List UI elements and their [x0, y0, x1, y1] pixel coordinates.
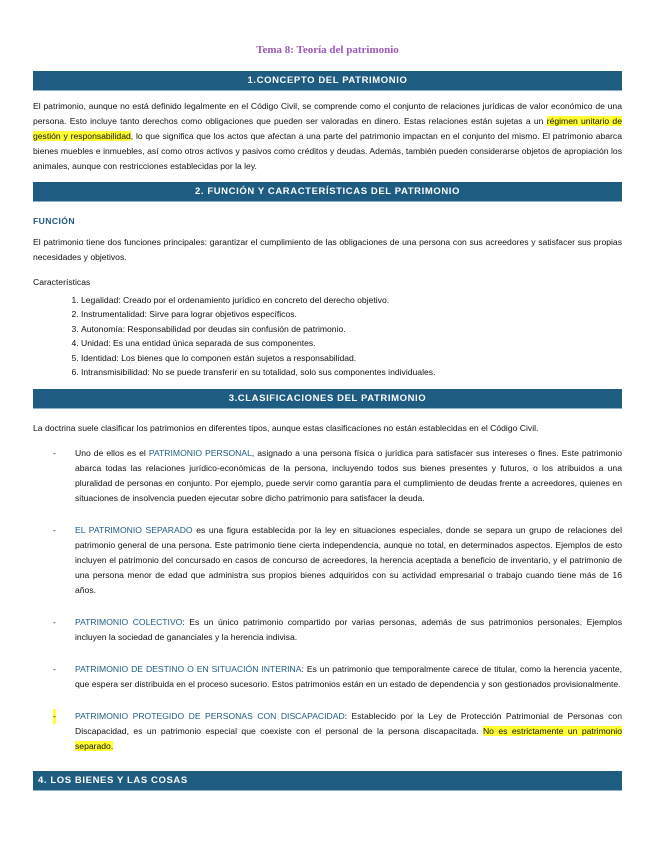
dash-marker: -	[53, 664, 56, 675]
list-item: 3. Autonomía: Responsabilidad por deudas sin confusión de patrimonio.	[81, 322, 622, 336]
clasificaciones-list	[33, 446, 622, 754]
list-item: 5. Identidad: Los bienes que lo componen están sujetos a responsabilidad.	[81, 351, 622, 365]
term-patrimonio-colectivo: PATRIMONIO COLECTIVO	[75, 617, 183, 628]
list-item-patrimonio-destino	[33, 662, 622, 692]
list-item: 4. Unidad: Es una entidad única separada de sus componentes.	[81, 336, 622, 350]
funcion-subheading: FUNCIÓN	[33, 216, 75, 226]
section-heading-funcion: 2. FUNCIÓN Y CARACTERÍSTICAS DEL PATRIMONIO	[33, 182, 622, 202]
section-heading-bienes: 4. LOS BIENES Y LAS COSAS	[33, 771, 622, 791]
b1-text: , asignado a una persona física o jurídica para satisfacer sus intereses o fines. Este patrimonio abarca todas las relaciones jurídico-económicas de la persona, incluyendo todos sus bienes presentes y futuros, o los atribuidos a una pluralidad de personas en conjunto. Por ejemplo, puede servir como garantía para el cumplimiento de deudas frente a acreedores, quienes en situaciones de insolvencia pueden ejecutar sobre dicho patrimonio para satisfacer la deuda.	[75, 448, 623, 504]
list-item: 6. Intransmisibilidad: No se puede transferir en su totalidad, solo sus componentes individuales.	[81, 365, 622, 379]
list-item-patrimonio-protegido	[33, 709, 622, 754]
highlight-regimen-unitario: régimen unitario de gestión y responsabilidad	[33, 116, 622, 141]
caracteristicas-list	[33, 293, 622, 379]
dash-marker: -	[53, 525, 56, 536]
dash-marker: -	[53, 448, 56, 459]
list-item-patrimonio-personal	[33, 446, 622, 506]
term-patrimonio-separado: EL PATRIMONIO SEPARADO	[75, 525, 193, 536]
list-item-patrimonio-separado	[33, 523, 622, 598]
concepto-paragraph	[33, 99, 622, 174]
b2-text: es una figura establecida por la ley en situaciones especiales, donde se separa un grupo de relaciones del patrimonio general de una persona. Este patrimonio tiene cierta independencia, aunque no total, en determinados aspectos. Ejemplos de esto incluyen el patrimonio del concursado en casos de concurso de acreedores, la herencia aceptada a beneficio de inventario, y el patrimonio de una persona menor de edad que administra sus propios bienes adquiridos con su actividad empresarial o trabajo cuando tiene más de 16 años.	[75, 525, 622, 596]
dash-marker: -	[53, 617, 56, 628]
section-heading-concepto: 1.CONCEPTO DEL PATRIMONIO	[33, 71, 622, 91]
funcion-paragraph: El patrimonio tiene dos funciones principales: garantizar el cumplimiento de las obligaciones de una persona con sus acreedores y satisfacer sus propias necesidades y objetivos.	[33, 237, 622, 262]
term-patrimonio-protegido: PATRIMONIO PROTEGIDO DE PERSONAS CON DISCAPACIDAD	[75, 711, 345, 722]
list-item: 2. Instrumentalidad: Sirve para lograr objetivos específicos.	[81, 307, 622, 321]
b5-text: : Establecido por la Ley de Protección Patrimonial de Personas con Discapacidad, es un patrimonio especial que coexiste con el personal de la persona discapacitada.	[75, 711, 622, 737]
concepto-text-a: El patrimonio, aunque no está definido legalmente en el Código Civil, se comprende como el conjunto de relaciones jurídicas de valor económico de una persona. Esto incluye tanto derechos como obligaciones que pueden ser valoradas en dinero. Estas relaciones están sujetas a un	[33, 101, 622, 126]
term-patrimonio-destino: PATRIMONIO DE DESTINO O EN SITUACIÓN INTERINA	[75, 664, 302, 675]
document-title: Tema 8: Teoría del patrimonio	[256, 44, 399, 56]
section-heading-clasificaciones: 3.CLASIFICACIONES DEL PATRIMONIO	[33, 389, 622, 409]
caracteristicas-label: Características	[33, 277, 91, 287]
term-patrimonio-personal: PATRIMONIO PERSONAL	[148, 448, 252, 459]
highlight-no-separado: No es estrictamente un patrimonio separado.	[75, 726, 622, 752]
clasificaciones-intro: La doctrina suele clasificar los patrimonios en diferentes tipos, aunque estas clasificaciones no están establecidas en el Código Civil.	[33, 423, 539, 434]
list-item-patrimonio-colectivo	[33, 615, 622, 645]
list-item: 1. Legalidad: Creado por el ordenamiento jurídico en concreto del derecho objetivo.	[81, 293, 622, 307]
dash-marker: -	[53, 709, 56, 724]
b4-text: : Es un patrimonio que temporalmente carece de titular, como la herencia yacente, que espera ser distribuida en el proceso sucesorio. Estos patrimonios están en un estado de dependencia y son gestionados provisionalmente.	[75, 664, 623, 690]
concepto-text-b: , lo que significa que los actos que afectan a una parte del patrimonio impactan en el conjunto del mismo. El patrimonio abarca bienes muebles e inmuebles, así como otros activos y pasivos como créditos y deudas. Además, también pueden considerarse objetos de apropiación los animales, aunque con restricciones establecidas por la ley.	[33, 131, 622, 171]
b3-text: : Es un único patrimonio compartido por varias personas, además de sus patrimonios personales. Ejemplos incluyen la sociedad de gananciales y la herencia indivisa.	[75, 617, 623, 643]
b1-pre: Uno de ellos es el	[75, 448, 149, 459]
